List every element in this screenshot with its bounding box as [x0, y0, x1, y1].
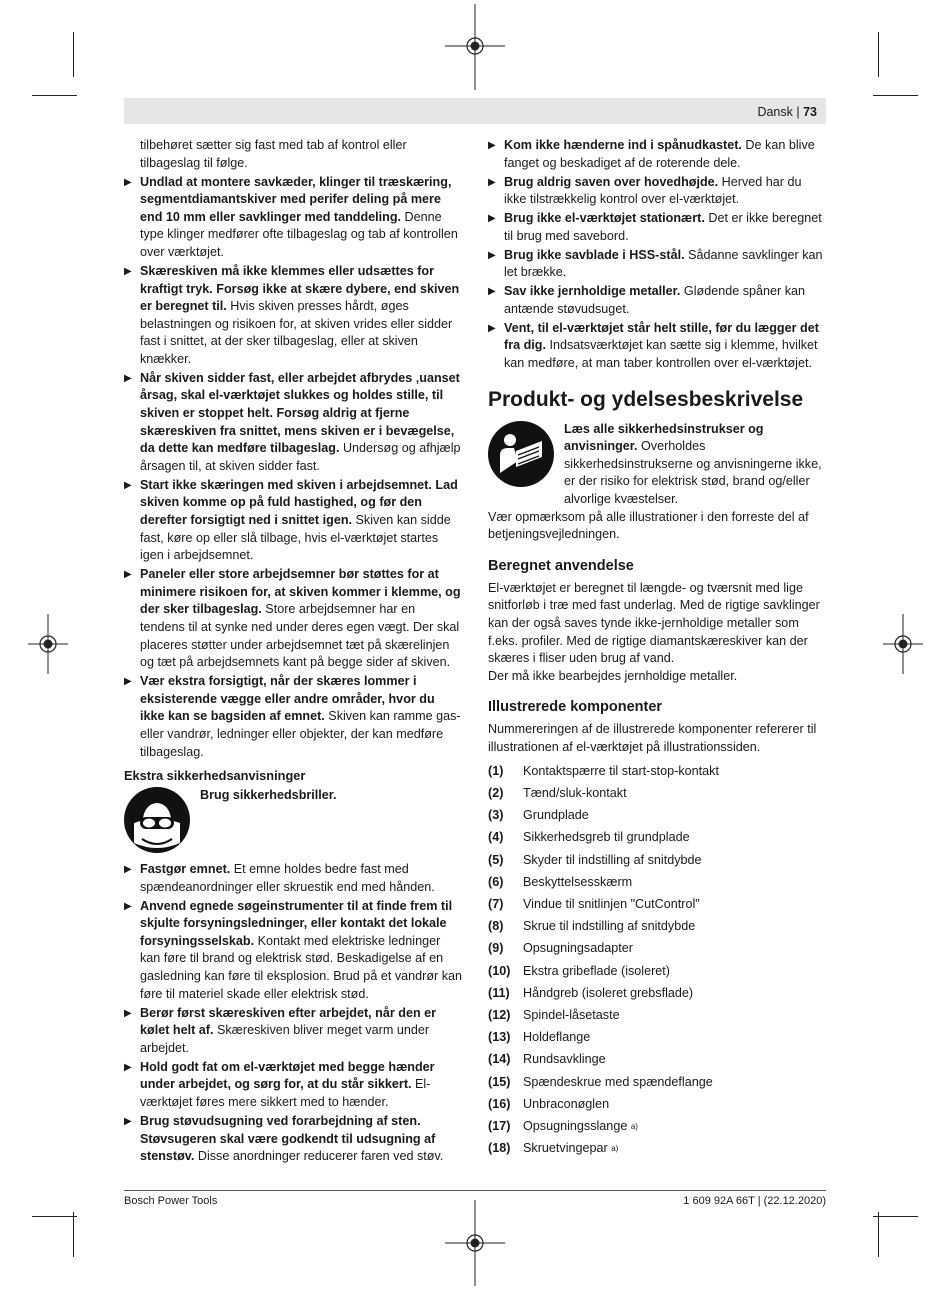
- bullet-text: Kontakt med elektriske ledninger kan føre til brand og elektrisk stød. Beskadigelse af en gasledning kan føre til eksplosion. Brud på et vandrør kan føre til materiel skade eller elektrisk stød.: [140, 933, 463, 1001]
- component-label: Rundsavklinge: [523, 1052, 606, 1067]
- crop-mark: [878, 1212, 879, 1257]
- bullet-text: Skiven kan ramme gas- eller vandrør, ledninger eller objekter, der kan medføre tilbageslag.: [140, 709, 461, 759]
- component-number: (13): [488, 1030, 511, 1045]
- crop-mark: [878, 32, 879, 77]
- component-number: (17): [488, 1118, 511, 1133]
- component-label: Ekstra gribeflade (isoleret): [523, 963, 670, 978]
- list-item: [488, 1027, 826, 1049]
- component-label: Beskyttelsesskærm: [523, 874, 633, 889]
- bullet-bold: Anvend egnede søgeinstrumenter til at finde frem til skjulte forsyningsledninger, eller kontakt det lokale forsyningsselskab.: [140, 898, 453, 948]
- footnote-marker: a): [630, 1121, 638, 1131]
- component-label: Vindue til snitlinjen "CutControl": [523, 897, 700, 911]
- manual-text: Overholdes sikkerhedsinstrukserne og anvisningerne ikke, er der risiko for elektrisk stød, brand og/eller alvorlige kvæstelser.: [564, 439, 822, 507]
- bullet-bold: Berør først skæreskiven efter arbejdet, når den er kølet helt af.: [140, 1005, 437, 1038]
- bullet-bold: Brug ikke savblade i HSS-stål.: [504, 247, 685, 262]
- list-item: [124, 861, 462, 896]
- component-number: (16): [488, 1096, 511, 1111]
- extra-safety-heading: Ekstra sikkerhedsanvisninger: [124, 768, 306, 784]
- header-language: Dansk: [757, 105, 793, 119]
- component-label: Grundplade: [523, 808, 589, 823]
- bullet-text: Et emne holdes bedre fast med spændeanordninger eller skruestik end med hånden.: [140, 862, 435, 894]
- list-item: [488, 1116, 826, 1138]
- bullet-triangle-icon: ▶: [124, 676, 132, 688]
- list-item: [488, 1049, 826, 1071]
- bullet-bold: Fastgør emnet.: [140, 862, 231, 877]
- bullet-triangle-icon: ▶: [124, 900, 132, 912]
- list-item: [124, 1113, 462, 1166]
- component-number: (8): [488, 919, 504, 934]
- list-item: [488, 1071, 826, 1093]
- bullet-triangle-icon: ▶: [488, 140, 496, 151]
- goggles-label: Brug sikkerhedsbriller.: [200, 788, 337, 803]
- components-list: [488, 761, 826, 1160]
- bullet-text: Glødende spåner kan antænde støvudsuget.: [504, 284, 806, 316]
- list-item: [124, 174, 462, 262]
- component-number: (15): [488, 1074, 511, 1089]
- list-item: [124, 370, 462, 476]
- list-item: [488, 320, 826, 373]
- left-bullet-list: [124, 174, 462, 762]
- intended-use-text: El-værktøjet er beregnet til længde- og tværsnit med lige snitforløb i træ med fast underlag. Med de rigtige savklinger kan der også saves tynde ikke-jernholdige metaller som f.eks. profiler. Med de rigtige diamantskæreskiver kan der skæres i fliser uden brug af vand.: [488, 580, 820, 666]
- bullet-triangle-icon: ▶: [488, 322, 496, 334]
- component-number: (3): [488, 808, 504, 823]
- bullet-bold: Hold godt fat om el-værktøjet med begge hænder under arbejdet, og sørg for, at du står sikkert.: [140, 1059, 435, 1092]
- component-number: (5): [488, 852, 504, 867]
- list-item: [488, 137, 826, 172]
- bullet-triangle-icon: ▶: [488, 213, 496, 225]
- component-label: Skruetvingepar: [523, 1141, 608, 1156]
- list-item: [488, 894, 826, 916]
- bullet-triangle-icon: ▶: [488, 249, 496, 261]
- component-number: (1): [488, 763, 504, 778]
- components-heading: Illustrerede komponenter: [488, 699, 663, 716]
- bullet-text: Store arbejdsemner har en tendens til at synke ned under deres egen vægt. Der skal placeres støtter under arbejdsemnet tæt på skærelinjen og tæt på arbejdsemnets kant på begge sider af skiven.: [140, 602, 460, 670]
- header-bar: [124, 98, 826, 124]
- footer-rule: [124, 1190, 826, 1191]
- component-label: Skyder til indstilling af snitdybde: [523, 852, 702, 867]
- bullet-triangle-icon: ▶: [124, 1116, 132, 1127]
- list-item: [488, 783, 826, 805]
- component-label: Skrue til indstilling af snitdybde: [523, 919, 696, 934]
- footer-brand: Bosch Power Tools: [124, 1195, 218, 1207]
- bullet-text: Skiven kan sidde fast, køre op eller slå tilbage, hvis el-værktøjet startes igen i arbejdsemnet.: [140, 513, 451, 563]
- bullet-triangle-icon: ▶: [124, 479, 132, 491]
- component-label: Håndgreb (isoleret grebsflade): [523, 985, 694, 1000]
- component-label: Unbraconøglen: [523, 1096, 610, 1111]
- bullet-bold: Start ikke skæringen med skiven i arbejdsemnet. Lad skiven komme op på fuld hastighed, og før den derefter forsigtigt ned i snittet igen.: [140, 477, 458, 528]
- bullet-bold: Sav ikke jernholdige metaller.: [504, 284, 681, 299]
- bullet-text: Hvis skiven presses hårdt, øges belastningen og risikoen for, at skiven vrides eller sidder fast i snittet, at der sker tilbageslag, eller at skiven knækker.: [140, 299, 453, 366]
- component-number: (7): [488, 897, 504, 911]
- list-item: [124, 673, 462, 761]
- list-item: [488, 247, 826, 282]
- bullet-triangle-icon: ▶: [124, 864, 132, 876]
- read-manual-notice: [488, 421, 826, 509]
- list-item: [124, 1005, 462, 1058]
- left-column: [124, 137, 462, 1167]
- component-number: (4): [488, 830, 504, 845]
- list-item: [488, 174, 826, 209]
- footer-doc-id: 1 609 92A 66T | (22.12.2020): [683, 1195, 826, 1207]
- bullet-text: Undersøg og afhjælp årsagen til, at skiven sidder fast.: [140, 441, 461, 473]
- section-title: Produkt- og ydelsesbeskrivelse: [488, 387, 804, 411]
- registration-mark-right: [883, 614, 923, 674]
- components-intro: Nummereringen af de illustrerede komponenter refererer til illustrationen af el-værktøjet på illustrationssiden.: [488, 722, 817, 754]
- component-label: Kontaktspærre til start-stop-kontakt: [523, 763, 719, 778]
- bullet-bold: Kom ikke hænderne ind i spånudkastet.: [504, 138, 742, 152]
- right-column: [488, 137, 826, 1160]
- bullet-triangle-icon: ▶: [124, 569, 132, 581]
- component-number: (9): [488, 941, 504, 956]
- list-item: [124, 1059, 462, 1112]
- bullet-triangle-icon: ▶: [124, 1061, 132, 1073]
- crop-mark: [73, 1212, 74, 1257]
- list-item: [488, 1093, 826, 1115]
- component-number: (12): [488, 1007, 511, 1022]
- component-number: (18): [488, 1141, 511, 1156]
- bullet-text: Disse anordninger reducerer faren ved støv.: [194, 1149, 444, 1164]
- component-label: Sikkerhedsgreb til grundplade: [523, 830, 690, 845]
- bullet-triangle-icon: ▶: [124, 1007, 132, 1019]
- component-label: Tænd/sluk-kontakt: [523, 786, 627, 801]
- page-header: [757, 104, 817, 122]
- bullet-triangle-icon: ▶: [488, 176, 496, 188]
- component-label: Opsugningsadapter: [523, 941, 633, 956]
- crop-mark: [32, 95, 77, 96]
- bullet-bold: Når skiven sidder fast, eller arbejdet afbrydes ‚uanset årsag, skal el-værktøjet slukkes og holdes stille, til skiven er stoppet helt. Forsøg aldrig at fjerne skæreskiven fra snittet, mens skiven er i bevægelse, da dette kan medføre tilbageslag.: [140, 370, 460, 456]
- list-item: [488, 210, 826, 245]
- bullet-text: Det er ikke beregnet til brug med savebord.: [504, 211, 822, 243]
- bullet-text: Denne type klinger medfører ofte tilbageslag og tab af kontrollen over værktøjet.: [140, 209, 458, 259]
- header-separator: |: [796, 105, 800, 119]
- list-item: [124, 566, 462, 672]
- registration-mark-left: [28, 614, 68, 674]
- intro-continuation: tilbehøret sætter sig fast med tab af kontrol eller tilbageslag til følge.: [140, 138, 407, 170]
- bullet-bold: Brug ikke el-værktøjet stationært.: [504, 211, 705, 226]
- bullet-text: Skæreskiven bliver meget varm under arbejdet.: [140, 1023, 430, 1055]
- component-label: Spændeskrue med spændeflange: [523, 1074, 713, 1089]
- right-bullet-list: [488, 137, 826, 373]
- crop-mark: [873, 1216, 918, 1217]
- bullet-text: Indsatsværktøjet kan sætte sig i klemme, hvilket kan medføre, at man taber kontrollen over el-værktøjet.: [504, 338, 818, 371]
- bullet-triangle-icon: ▶: [124, 265, 132, 277]
- list-item: [488, 849, 826, 871]
- list-item: [488, 761, 826, 783]
- footnote-marker: a): [611, 1143, 619, 1153]
- registration-mark-top: [445, 4, 505, 90]
- manual-bold: Læs alle sikkerhedsinstrukser og anvisninger.: [564, 421, 764, 454]
- intended-use-heading: Beregnet anvendelse: [488, 557, 634, 574]
- list-item: [488, 872, 826, 894]
- bullet-text: De kan blive fanget og beskadiget af de roterende dele.: [504, 138, 815, 170]
- bullet-bold: Vær ekstra forsigtigt, når der skæres lommer i eksisterende vægge eller andre områder, hvor du ikke kan se bagsiden af emnet.: [140, 674, 435, 724]
- component-label: Spindel-låsetaste: [523, 1007, 620, 1022]
- list-item: [124, 477, 462, 565]
- bullet-text: Herved har du ikke tilstrækkelig kontrol over el-værktøjet.: [504, 174, 802, 207]
- bullet-triangle-icon: ▶: [124, 176, 132, 188]
- list-item: [488, 938, 826, 960]
- list-item: [488, 960, 826, 982]
- list-item: [488, 982, 826, 1004]
- left-bullet-list-2: [124, 861, 462, 1166]
- bullet-bold: Skæreskiven må ikke klemmes eller udsættes for kraftigt tryk. Forsøg ikke at skære dybere, end skiven er beregnet til.: [140, 263, 460, 314]
- component-number: (6): [488, 874, 504, 889]
- component-label: Holdeflange: [523, 1030, 591, 1045]
- component-number: (11): [488, 985, 510, 1000]
- list-item: [488, 1138, 826, 1160]
- crop-mark: [873, 95, 918, 96]
- page-number: 73: [803, 105, 817, 119]
- component-number: (2): [488, 786, 504, 801]
- list-item: [488, 805, 826, 827]
- read-manual-text: [564, 421, 826, 509]
- component-number: (10): [488, 963, 511, 978]
- crop-mark: [32, 1216, 77, 1217]
- bullet-text: Sådanne savklinger kan let brække.: [504, 247, 823, 280]
- list-item: [124, 263, 462, 369]
- intended-use-text-2: Der må ikke bearbejdes jernholdige metaller.: [488, 668, 738, 683]
- list-item: [488, 827, 826, 849]
- bullet-text: El-værktøjet føres mere sikkert med to hænder.: [140, 1077, 431, 1110]
- list-item: [488, 916, 826, 938]
- read-manual-icon: [488, 421, 554, 487]
- registration-mark-bottom: [445, 1200, 505, 1286]
- list-item: [488, 1005, 826, 1027]
- bullet-bold: Brug støvudsugning ved forarbejdning af sten. Støvsugeren skal være godkendt til udsugning af stenstøv.: [140, 1114, 436, 1164]
- crop-mark: [73, 32, 74, 77]
- list-item: [488, 283, 826, 318]
- goggles-notice: [124, 787, 462, 861]
- bullet-bold: Brug aldrig saven over hovedhøjde.: [504, 174, 719, 189]
- bullet-bold: Vent, til el-værktøjet står helt stille, før du lægger det fra dig.: [504, 320, 819, 353]
- component-label: Opsugningsslange: [523, 1118, 628, 1133]
- component-number: (14): [488, 1052, 511, 1067]
- safety-goggles-icon: [124, 787, 190, 853]
- bullet-bold: Paneler eller store arbejdsemner bør støttes for at minimere risikoen for, at skiven kommer i klemme, og der sker tilbageslag.: [140, 567, 461, 617]
- illustration-note: Vær opmærksom på alle illustrationer i den forreste del af betjeningsvejledningen.: [488, 509, 809, 542]
- bullet-triangle-icon: ▶: [124, 372, 132, 384]
- list-item: [124, 898, 462, 1004]
- bullet-triangle-icon: ▶: [488, 286, 496, 298]
- bullet-bold: Undlad at montere savkæder, klinger til træskæring, segmentdiamantskiver med perifer deling på mere end 10 mm eller savklinger med tanddeling.: [140, 174, 452, 224]
